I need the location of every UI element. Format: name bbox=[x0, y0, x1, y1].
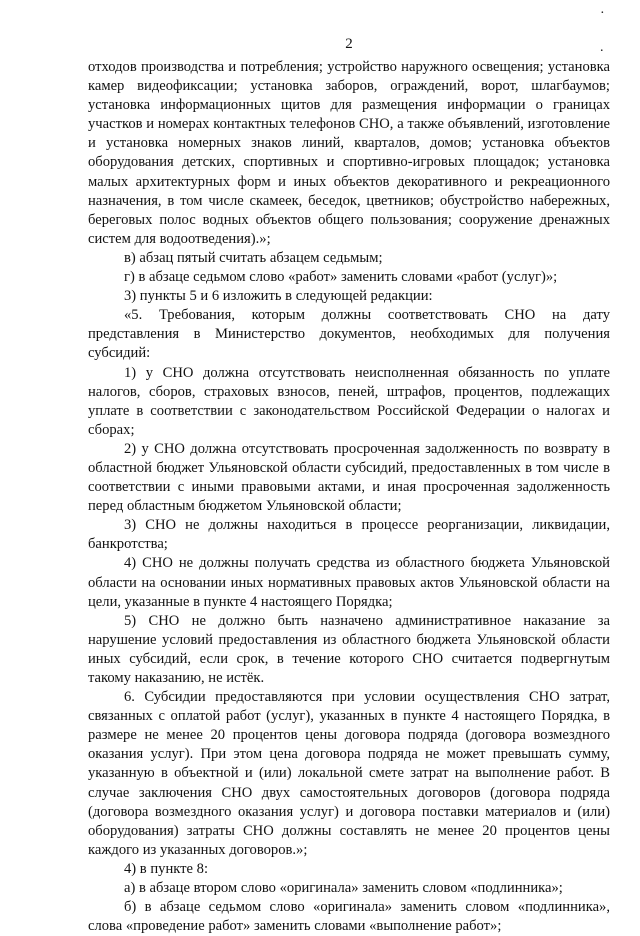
paragraph: в) абзац пятый считать абзацем седьмым; bbox=[124, 249, 383, 266]
paragraph: 5) СНО не должно быть назначено административное наказание за нарушение условий предоставления из областного бюджета Ульяновской области иных субсидий, если срок, в течение которого СНО считается подвергнутым такому наказанию, не истёк. bbox=[88, 612, 610, 686]
paragraph: 1) у СНО должна отсутствовать неисполненная обязанность по уплате налогов, сборов, страховых взносов, пеней, штрафов, процентов, подлежащих уплате в соответствии с законодательством Российской Федерации о налогах и сборах; bbox=[88, 364, 610, 438]
paragraph: а) в абзаце втором слово «оригинала» заменить словом «подлинника»; bbox=[124, 880, 563, 897]
paragraph: б) в абзаце седьмом слово «оригинала» заменить словом «подлинника», слова «проведение работ» заменить словами «выполнение работ»; bbox=[88, 899, 610, 935]
scan-mark: . bbox=[600, 40, 604, 55]
paragraph: 2) у СНО должна отсутствовать просроченная задолженность по возврату в областной бюджет Ульяновской области субсидий, предоставленных в том числе в соответствии с иными правовыми актами, и иная просроченная задолженность перед областным бюджетом Ульяновской области; bbox=[88, 440, 610, 515]
paragraph: отходов производства и потребления; устройство наружного освещения; установка камер видеофиксации; установка заборов, ограждений, ворот, шлагбаумов; установка информационных щитов для размещения информации о границах участков и номерах контактных телефонов СНО, а также объявлений, изготовление и установка номерных знаков линий, кварталов, домов; установка объектов оборудования детских, спортивных и спортивно-игровых площадок; установка малых архитектурных форм и иных объектов декоративного и рекреационного назначения, в том числе скамеек, беседок, цветников; обустройство набережных, береговых полос водных объектов общего пользования; сооружение дренажных систем для водоотведения).»; bbox=[88, 59, 610, 247]
document-body bbox=[88, 58, 610, 936]
page-number: 2 bbox=[345, 36, 353, 52]
paragraph: 4) в пункте 8: bbox=[124, 860, 209, 877]
paragraph: г) в абзаце седьмом слово «работ» заменить словами «работ (услуг)»; bbox=[124, 269, 558, 286]
paragraph: 3) пункты 5 и 6 изложить в следующей редакции: bbox=[124, 288, 433, 305]
scan-mark: · bbox=[600, 6, 605, 21]
paragraph: 4) СНО не должны получать средства из областного бюджета Ульяновской области на основании иных нормативных правовых актов Ульяновской области на цели, указанные в пункте 4 настоящего Порядка; bbox=[88, 555, 610, 610]
paragraph: «5. Требования, которым должны соответствовать СНО на дату представления в Министерство документов, необходимых для получения субсидий: bbox=[88, 307, 610, 362]
paragraph: 6. Субсидии предоставляются при условии осуществления СНО затрат, связанных с оплатой работ (услуг), указанных в пункте 4 настоящего Порядка, в размере не менее 20 процентов цены договора подряда (договора возмездного оказания услуг). При этом цена договора подряда не может превышать сумму, указанную в объектной и (или) локальной смете затрат на выполнение работ. В случае заключения СНО двух самостоятельных договоров (договора подряда (договора возмездного оказания услуг) и договора поставки материалов и (или) оборудования) затраты СНО должны составлять не менее 20 процентов цены каждого из указанных договоров.»; bbox=[88, 689, 610, 858]
paragraph: 3) СНО не должны находиться в процессе реорганизации, ликвидации, банкротства; bbox=[88, 517, 610, 553]
